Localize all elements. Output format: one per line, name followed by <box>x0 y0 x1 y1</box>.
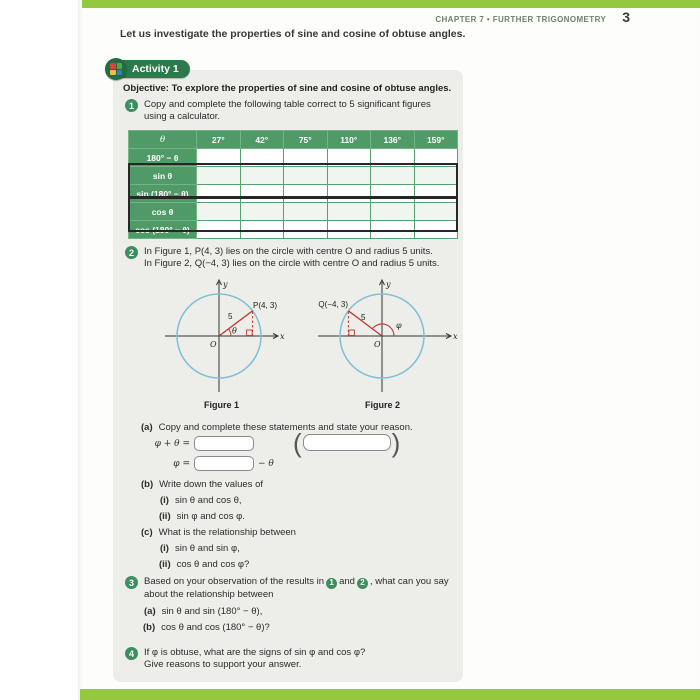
table-row <box>129 149 458 167</box>
right-angle-marker <box>349 330 355 336</box>
part-a-text: Copy and complete these statements and state your reason. <box>158 422 413 433</box>
part-a <box>141 422 413 433</box>
table-cell <box>371 149 415 167</box>
point-label: P(4, 3) <box>253 301 278 310</box>
figure-2-svg <box>302 278 463 398</box>
table-cell <box>327 221 371 239</box>
part-b-ii-text: sin φ and cos φ. <box>176 511 245 522</box>
table-row <box>129 221 458 239</box>
question-3b <box>143 622 270 633</box>
angle-label: θ <box>232 326 237 336</box>
row-label: sin (180° − θ) <box>129 185 197 203</box>
part-b-ii <box>159 511 245 522</box>
question-3a-text: sin θ and sin (180° − θ), <box>161 606 263 617</box>
question-4-line2: Give reasons to support your answer. <box>144 659 302 671</box>
table-cell <box>414 167 458 185</box>
table-cell <box>197 203 241 221</box>
radius-label: 5 <box>361 313 366 322</box>
part-c-ii <box>159 559 249 570</box>
col-header: 159° <box>414 131 458 149</box>
activity-badge <box>105 58 190 80</box>
question-2-badge: 2 <box>125 246 138 259</box>
close-paren: ) <box>391 427 401 458</box>
table-cell <box>284 149 328 167</box>
row-label: cos (180° − θ) <box>129 221 197 239</box>
table-cell <box>327 203 371 221</box>
table-cell <box>240 149 284 167</box>
question-3-text-mid: and <box>339 576 355 587</box>
table-cell <box>284 221 328 239</box>
question-1-text: Copy and complete the following table correct to 5 significant figures using a calculator. <box>144 99 431 123</box>
part-c-i-text: sin θ and sin φ, <box>174 543 240 554</box>
origin-label: O <box>374 340 381 349</box>
x-axis-label: x <box>280 332 285 341</box>
question-4-text <box>144 647 365 672</box>
question-3b-label: (b) <box>143 622 156 633</box>
table-cell <box>327 167 371 185</box>
figure-1-svg <box>141 278 302 398</box>
equation-2-suffix: − θ <box>258 458 274 469</box>
part-c <box>141 527 296 538</box>
col-header: 110° <box>327 131 371 149</box>
table-cell <box>371 203 415 221</box>
question-4 <box>125 647 455 672</box>
table-cell <box>371 185 415 203</box>
row-label: cos θ <box>129 203 197 221</box>
part-b-i-label: (i) <box>160 495 169 506</box>
question-3a <box>144 606 262 617</box>
activity-box <box>113 70 463 682</box>
angle-arc <box>372 324 394 336</box>
bottom-accent-bar <box>80 689 700 700</box>
ref-badge-1: 1 <box>326 578 337 589</box>
table-cell <box>414 185 458 203</box>
row-label: 180° − θ <box>129 149 197 167</box>
ref-badge-2: 2 <box>357 578 368 589</box>
table-cell <box>197 221 241 239</box>
table-cell <box>327 185 371 203</box>
part-c-ii-label: (ii) <box>159 559 171 570</box>
question-4-line1: If φ is obtuse, what are the signs of sin φ and cos φ? <box>144 647 366 658</box>
question-3-text <box>144 576 455 601</box>
part-b <box>141 479 263 490</box>
table-cell <box>414 203 458 221</box>
figure-2 <box>302 278 463 410</box>
table-cell <box>240 221 284 239</box>
answer-box <box>303 434 391 451</box>
y-axis-label: y <box>223 280 228 289</box>
question-4-badge: 4 <box>125 647 138 660</box>
row-label: sin θ <box>129 167 197 185</box>
trig-table <box>128 130 458 239</box>
part-b-i-text: sin θ and cos θ, <box>174 495 242 506</box>
answer-box <box>194 456 254 471</box>
question-2-line1: In Figure 1, P(4, 3) lies on the circle with centre O and radius 5 units. <box>144 246 433 257</box>
table-cell <box>371 167 415 185</box>
table-cell <box>371 221 415 239</box>
question-3a-label: (a) <box>144 606 156 617</box>
angle-arc <box>229 329 231 336</box>
right-angle-marker <box>247 330 253 336</box>
angle-label: φ <box>396 321 402 330</box>
table-cell <box>284 185 328 203</box>
question-2-text <box>144 246 439 271</box>
question-1-badge: 1 <box>125 99 138 112</box>
part-c-i-label: (i) <box>160 543 169 554</box>
question-3-text-after: , what can you say about the relationship between <box>144 576 449 600</box>
question-3 <box>125 576 455 601</box>
table-cell <box>327 149 371 167</box>
table-corner-cell <box>129 131 197 149</box>
question-2 <box>125 246 455 271</box>
table-cell <box>414 221 458 239</box>
col-header: 27° <box>197 131 241 149</box>
table-cell <box>284 203 328 221</box>
table-cell <box>240 167 284 185</box>
figure-1 <box>141 278 302 410</box>
figure-1-caption: Figure 1 <box>203 400 239 410</box>
table-row <box>129 167 458 185</box>
chapter-header: CHAPTER 7 • FURTHER TRIGONOMETRY <box>435 15 607 24</box>
equation-1 <box>150 436 254 451</box>
answer-box <box>194 436 254 451</box>
objective-text: Objective: To explore the properties of sine and cosine of obtuse angles. <box>123 83 452 94</box>
trig-table-wrap <box>128 130 458 235</box>
point-label: Q(−4, 3) <box>318 300 348 309</box>
col-header: 42° <box>240 131 284 149</box>
table-header-row <box>129 131 458 149</box>
question-1 <box>125 99 451 124</box>
col-header: 136° <box>371 131 415 149</box>
intro-text: Let us investigate the properties of sine and cosine of obtuse angles. <box>120 28 466 40</box>
col-header: 75° <box>284 131 328 149</box>
top-accent-bar <box>82 0 700 8</box>
part-b-text: Write down the values of <box>159 479 263 490</box>
table-cell <box>240 203 284 221</box>
table-cell <box>414 149 458 167</box>
part-c-i <box>160 543 240 554</box>
part-c-label: (c) <box>141 527 153 538</box>
table-cell <box>284 167 328 185</box>
page-number: 3 <box>622 9 630 25</box>
x-axis-label: x <box>453 332 458 341</box>
table-cell <box>197 167 241 185</box>
part-c-ii-text: cos θ and cos φ? <box>176 559 250 570</box>
origin-label: O <box>210 340 217 349</box>
question-3b-text: cos θ and cos (180° − θ)? <box>161 622 270 633</box>
table-cell <box>197 185 241 203</box>
part-b-label: (b) <box>141 479 154 490</box>
question-3-text-before: Based on your observation of the results in <box>144 576 325 587</box>
table-cell <box>197 149 241 167</box>
equation-1-lhs: φ + θ = <box>154 438 190 449</box>
part-a-label: (a) <box>141 422 153 433</box>
equation-2 <box>150 456 274 471</box>
part-c-text: What is the relationship between <box>158 527 296 538</box>
y-axis-label: y <box>386 280 391 289</box>
corner-label: θ <box>159 135 166 145</box>
figure-2-caption: Figure 2 <box>364 400 400 410</box>
question-3-badge: 3 <box>125 576 138 589</box>
activity-grid-icon <box>105 58 127 80</box>
table-row <box>129 185 458 203</box>
part-b-i <box>160 495 242 506</box>
table-row <box>129 203 458 221</box>
page-header <box>435 9 630 25</box>
equation-2-lhs: φ = <box>173 458 190 469</box>
open-paren: ( <box>293 427 302 458</box>
activity-badge-label: Activity 1 <box>116 60 190 78</box>
table-cell <box>240 185 284 203</box>
question-2-line2: In Figure 2, Q(−4, 3) lies on the circle with centre O and radius 5 units. <box>144 258 440 270</box>
reason-answer-box <box>293 427 401 458</box>
figures-row <box>141 278 463 410</box>
part-b-ii-label: (ii) <box>159 511 171 522</box>
radius-label: 5 <box>228 312 233 321</box>
